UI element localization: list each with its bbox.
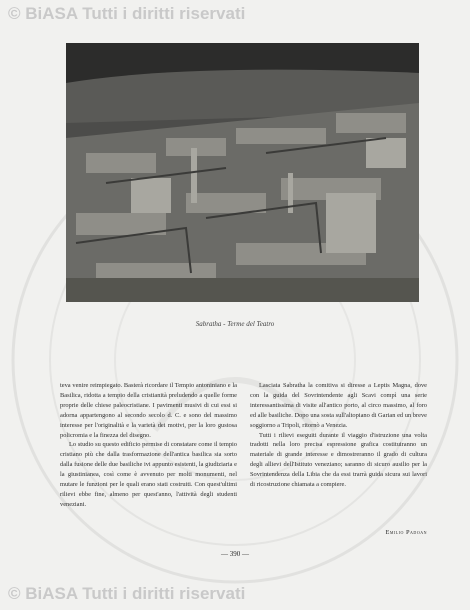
author-signature: Emilio Padoan [385,529,427,536]
paragraph: Lo studio su questo edificio permise di constatare come il tempio cristiano più che dalla trasformazione dell'antica basilica sia sorto dalla fusione delle due basiliche ivi appunto esistenti, la giudiziaria e la giustinianea, così come è avvenuto per molti monumenti, nel mutare le funzioni per le quali erano stati costruiti. Con quest'ultimi rilievi ebbe fine, almeno per quest'anno, l'attività degli studenti veneziani. [60,441,237,508]
article-column-left [60,381,237,510]
watermark-top: © BiASA Tutti i diritti riservati [8,4,246,23]
photo-caption: Sabratha - Terme del Teatro [195,320,275,328]
watermark-bottom: © BiASA Tutti i diritti riservati [8,584,246,603]
page-number: — 390 — [221,550,249,558]
paragraph: Lasciata Sabratha la comitiva si diresse a Leptis Magna, dove con la guida del Sovrintendente agli Scavi compì una serie interessantissima di visite all'antico porto, al circo massimo, al foro ed alle basiliche. Dopo una sosta sull'altopiano di Garian ed un breve soggiorno a Tripoli, ritornò a Venezia. [250,382,427,429]
article-column-right [250,381,427,490]
ruins-photo [66,43,419,302]
paragraph: Tutti i rilievi eseguiti durante il viaggio d'istruzione una volta tradotti nella loro precisa espressione grafica costituiranno un materiale di grande interesse e dimostreranno il grado di cultura degli allievi dell'Istituto veneziano; saranno di sicuro ausilio per la Sovrintendenza della Libia che da essi trarrà guida sicura sui lavori di ricostruzione chiamata a compiere. [250,431,427,489]
paragraph: teva venire reimpiegato. Basterà ricordare il Tempio antoniniano e la Basilica, ridotta a tempio della cristianità preludendo a quelle forme proprie delle chiese paleocristiane. I pavimenti musivi di cui essi si adorna appartengono al secondo secolo d. C. e sono del massimo interesse per l'originalità e la varietà dei motivi, per la loro gustosa policromia e la finezza del disegno. [60,382,237,439]
